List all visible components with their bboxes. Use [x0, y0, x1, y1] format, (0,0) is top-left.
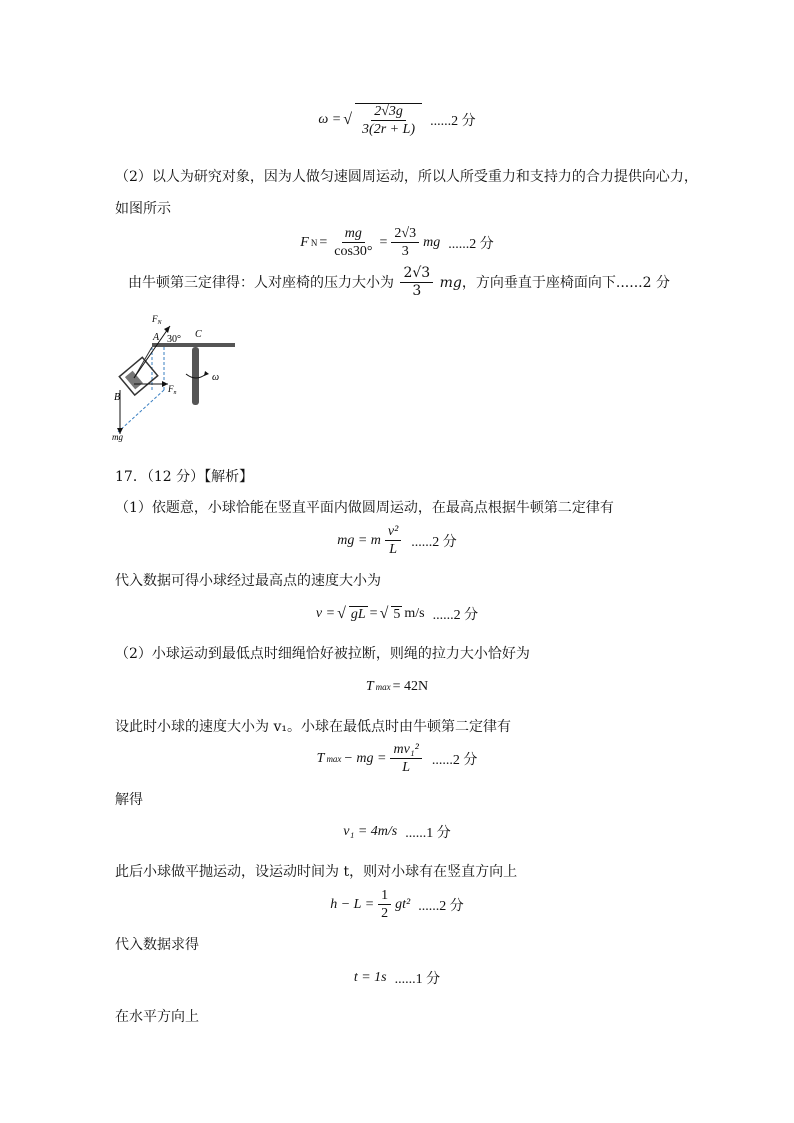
post — [192, 347, 199, 405]
paragraph-6: （2）小球运动到最低点时细绳恰好被拉断，则绳的拉力大小恰好为 — [115, 646, 530, 662]
paragraph-2-line-2: 如图所示 — [115, 201, 171, 217]
label-mg: mg — [112, 432, 123, 442]
score: ......2 分 — [430, 114, 476, 130]
fn-arrow — [134, 326, 170, 378]
paragraph-5: 代入数据可得小球经过最高点的速度大小为 — [115, 573, 381, 589]
paragraph-8: 解得 — [115, 792, 143, 808]
sqrt-sign: √ — [343, 111, 353, 129]
equation-fall: h − L = $\frac{1}{2}$ gt² ......2 分 — [330, 888, 464, 922]
paragraph-3: 由牛顿第三定律得：人对座椅的压力大小为 $\frac{2√3}{3}$ mg，方向垂直于座椅面向下......2 分 — [128, 265, 670, 300]
paragraph-4: （1）依题意，小球恰能在竖直平面内做圆周运动，在最高点根据牛顿第二定律有 — [115, 500, 614, 516]
eq-lhs: ω = — [318, 112, 342, 128]
equation-normal-force: F N = $\frac{mg}{\cos 30^\circ}$ = $\frac{2√3}{3}$ mg ......2 分 — [300, 226, 494, 260]
equation-v1: v₁ = 4m/s ......1 分 — [343, 824, 451, 841]
label-omega: ω — [212, 372, 220, 383]
question-17-title: 17．（12 分）【解析】 — [115, 469, 254, 485]
fraction: $\frac{2√3g}{3(2r + L)}$ — [362, 104, 416, 138]
seat-force-diagram — [108, 312, 243, 447]
label-angle: 30° — [167, 334, 181, 345]
equation-velocity: v = √ gL = √ 5 m/s ......2 分 — [315, 605, 479, 623]
paragraph-11: 在水平方向上 — [115, 1009, 199, 1025]
label-a: A — [153, 332, 160, 343]
arm — [152, 343, 235, 347]
equation-omega — [0, 103, 794, 138]
label-b: B — [114, 392, 121, 403]
label-c: C — [195, 329, 202, 340]
paragraph-7: 设此时小球的速度大小为 v₁。小球在最低点时由牛顿第二定律有 — [115, 719, 511, 735]
paragraph-9: 此后小球做平抛运动，设运动时间为 t，则对小球有在竖直方向上 — [115, 864, 518, 880]
paragraph-10: 代入数据求得 — [115, 937, 199, 953]
equation-time: t = 1s ......1 分 — [353, 970, 441, 987]
label-fn: $F_N$ — [152, 314, 162, 326]
equation-top-point: mg = m $\frac{\text{v²}}{L}$ ......2 分 — [337, 524, 457, 558]
label-fn2: $F_n$ — [168, 384, 177, 396]
equation-tension: T max = 42N — [365, 679, 429, 694]
equation-bottom-point: T max − mg = $\frac{\text{mv₁²}}{L}$ ......2 分 — [316, 742, 478, 776]
paragraph-2-line-1: （2）以人为研究对象，因为人做匀速圆周运动，所以人所受重力和支持力的合力提供向心力， — [115, 169, 698, 185]
